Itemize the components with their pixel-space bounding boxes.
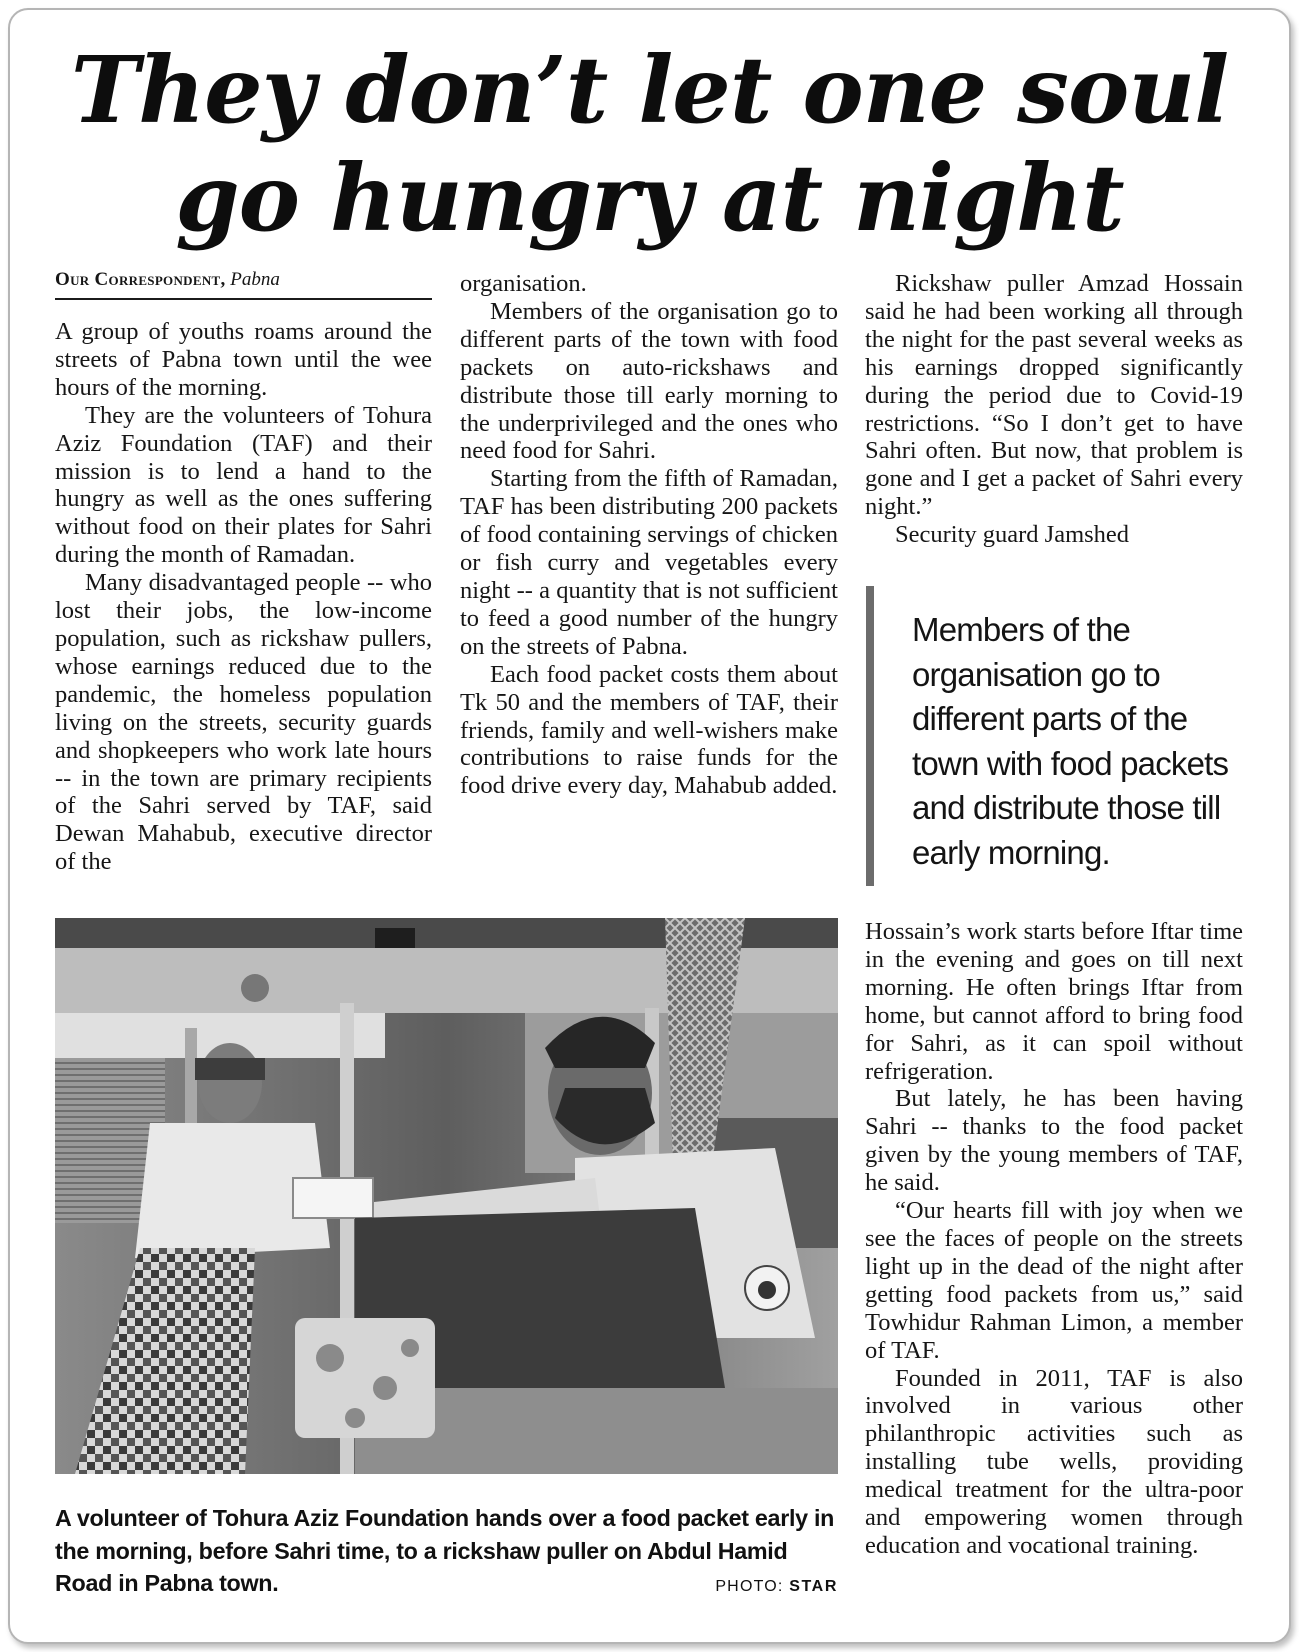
photo-credit-label: PHOTO: [715, 1578, 784, 1595]
photo-credit-source: STAR [789, 1578, 838, 1595]
column-3-continued [865, 918, 1243, 1560]
paragraph: A group of youths roams around the streets of Pabna town until the wee hours of the morning. [55, 318, 432, 401]
paragraph: “Our hearts fill with joy when we see the faces of people on the streets light up in the dead of the night after getting food packets from us,” said Towhidur Rahman Limon, a member of TAF. [865, 1197, 1243, 1364]
paragraph: Founded in 2011, TAF is also involved in various other philanthropic activities such as installing tube wells, providing medical treatment for the ultra-poor and empowering women through education and vocational training. [865, 1364, 1243, 1559]
column-1 [55, 318, 432, 876]
paragraph: Starting from the fifth of Ramadan, TAF has been distributing 200 packets of food containing servings of chicken or fish curry and vegetables every night -- a quantity that is not sufficient to feed a good number of the hungry on the streets of Pabna. [460, 465, 838, 660]
paragraph: Security guard Jamshed [895, 521, 1130, 549]
paragraph: organisation. [460, 270, 587, 297]
paragraph: They are the volunteers of Tohura Aziz Foundation (TAF) and their mission is to lend a hand to the hungry as well as the ones suffering without food on their plates for Sahri during the month of Ramadan. [55, 401, 432, 569]
column-2 [460, 270, 838, 800]
paragraph: Hossain’s work starts before Iftar time in the evening and goes on till next morning. He often brings Iftar from home, but cannot afford to bring food for Sahri, as it can spoil without refrigeration. [865, 918, 1243, 1085]
photo-credit [715, 1578, 838, 1596]
photo-caption: A volunteer of Tohura Aziz Foundation hands over a food packet early in the morning, before Sahri time, to a rickshaw puller on Abdul Hamid Road in Pabna town. [55, 1505, 835, 1596]
pull-quote: Members of the organisation go to different parts of the town with food packets and distribute those till early morning. [866, 586, 1246, 886]
paragraph: Each food packet costs them about Tk 50 and the members of TAF, their friends, family and well-wishers make contributions to raise funds for the food drive every day, Mahabub added. [460, 660, 838, 800]
paragraph: But lately, he has been having Sahri -- thanks to the food packet given by the young members of TAF, he said. [865, 1085, 1243, 1197]
paragraph: Many disadvantaged people -- who lost their jobs, the low-income population, such as rickshaw pullers, whose earnings reduced due to the pandemic, the homeless population living on the streets, security guards and shopkeepers who work late hours -- in the town are primary recipients of the Sahri served by TAF, said Dewan Mahabub, executive director of the [55, 569, 432, 876]
headline-line-2: go hungry at night [175, 144, 1124, 252]
headline [40, 36, 1259, 252]
byline-name: Our Correspondent, [55, 269, 226, 290]
news-photo [55, 918, 838, 1474]
column-3 [865, 270, 1243, 549]
paragraph: Rickshaw puller Amzad Hossain said he had been working all through the night for the past several weeks as his earnings dropped significantly during the period due to Covid-19 restrictions. “So I don’t get to have Sahri often. But now, that problem is gone and I get a packet of Sahri every night.” [865, 270, 1243, 521]
byline [55, 268, 432, 300]
headline-line-1: They don’t let one soul [70, 36, 1229, 144]
byline-location: Pabna [230, 269, 280, 290]
paragraph: Members of the organisation go to different parts of the town with food packets on auto-rickshaws and distribute those till early morning to the underprivileged and the ones who need food for Sahri. [460, 297, 838, 465]
